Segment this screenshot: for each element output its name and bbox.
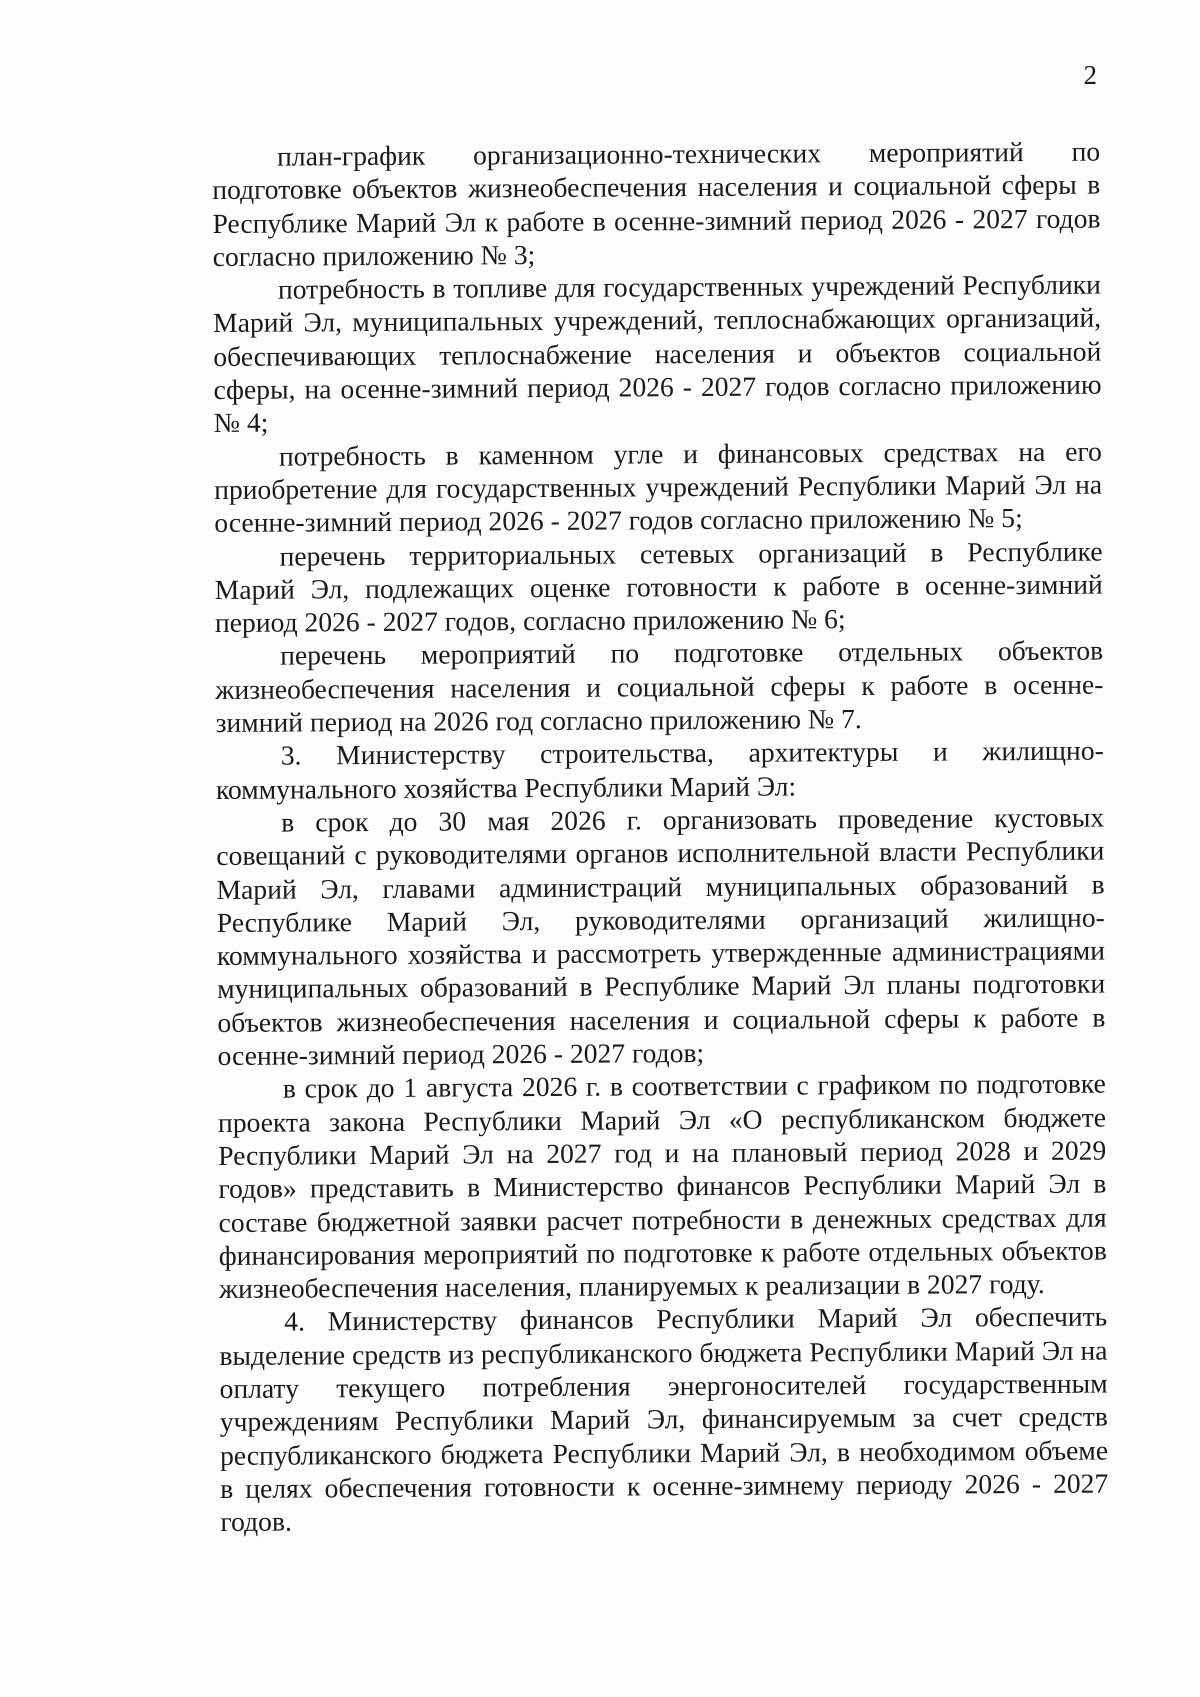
- document-body: [212, 135, 1109, 1539]
- page-number: 2: [1083, 60, 1097, 90]
- paragraph-fuel-demand: потребность в топливе для государственных учреждений Республики Марий Эл, муниципальных учреждений, теплоснабжающих организаций, обеспечивающих теплоснабжение населения и объектов социальной сферы, на осенне-зимний период 2026 - 2027 годов согласно приложению № 4;: [213, 268, 1102, 439]
- paragraph-grid-organizations: перечень территориальных сетевых организаций в Республике Марий Эл, подлежащих оценке готовности к работе в осенне-зимний период 2026 - 2027 годов, согласно приложению № 6;: [214, 535, 1103, 639]
- paragraph-meetings-deadline: в срок до 30 мая 2026 г. организовать проведение кустовых совещаний с руководителями органов исполнительной власти Республики Марий Эл, главами администраций муниципальных образований в Республике Марий Эл, руководителями организаций жилищно-коммунального хозяйства и рассмотреть утвержденные администрациями муниципальных образований в Республике Марий Эл планы подготовки объектов жизнеобеспечения населения и социальной сферы к работе в осенне-зимний период 2026 - 2027 годов;: [216, 801, 1106, 1071]
- paragraph-plan-schedule: план-график организационно-технических мероприятий по подготовке объектов жизнеобеспечения населения и социальной сферы в Республике Марий Эл к работе в осенне-зимний период 2026 - 2027 годов согласно приложению № 3;: [212, 135, 1101, 272]
- paragraph-item-3-heading: 3. Министерству строительства, архитектуры и жилищно-коммунального хозяйства Республики Марий Эл:: [215, 734, 1104, 805]
- paragraph-item-4-finance: 4. Министерству финансов Республики Марий Эл обеспечить выделение средств из республиканского бюджета Республики Марий Эл на оплату текущего потребления энергоносителей государственным учреждениям Республики Марий Эл, финансируемым за счет средств республиканского бюджета Республики Марий Эл, в необходимом объеме в целях обеспечения готовности к осенне-зимнему периоду 2026 - 2027 годов.: [219, 1300, 1109, 1538]
- paragraph-budget-deadline: в срок до 1 августа 2026 г. в соответствии с графиком по подготовке проекта закона Республики Марий Эл «О республиканском бюджете Республики Марий Эл на 2027 год и на плановый период 2028 и 2029 годов» представить в Министерство финансов Республики Марий Эл в составе бюджетной заявки расчет потребности в денежных средствах для финансирования мероприятий по подготовке к работе отдельных объектов жизнеобеспечения населения, планируемых к реализации в 2027 году.: [217, 1067, 1107, 1305]
- paragraph-measures-list: перечень мероприятий по подготовке отдельных объектов жизнеобеспечения населения и социальной сферы к работе в осенне-зимний период на 2026 год согласно приложению № 7.: [215, 635, 1104, 739]
- paragraph-coal-demand: потребность в каменном угле и финансовых средствах на его приобретение для государственных учреждений Республики Марий Эл на осенне-зимний период 2026 - 2027 годов согласно приложению № 5;: [214, 435, 1103, 539]
